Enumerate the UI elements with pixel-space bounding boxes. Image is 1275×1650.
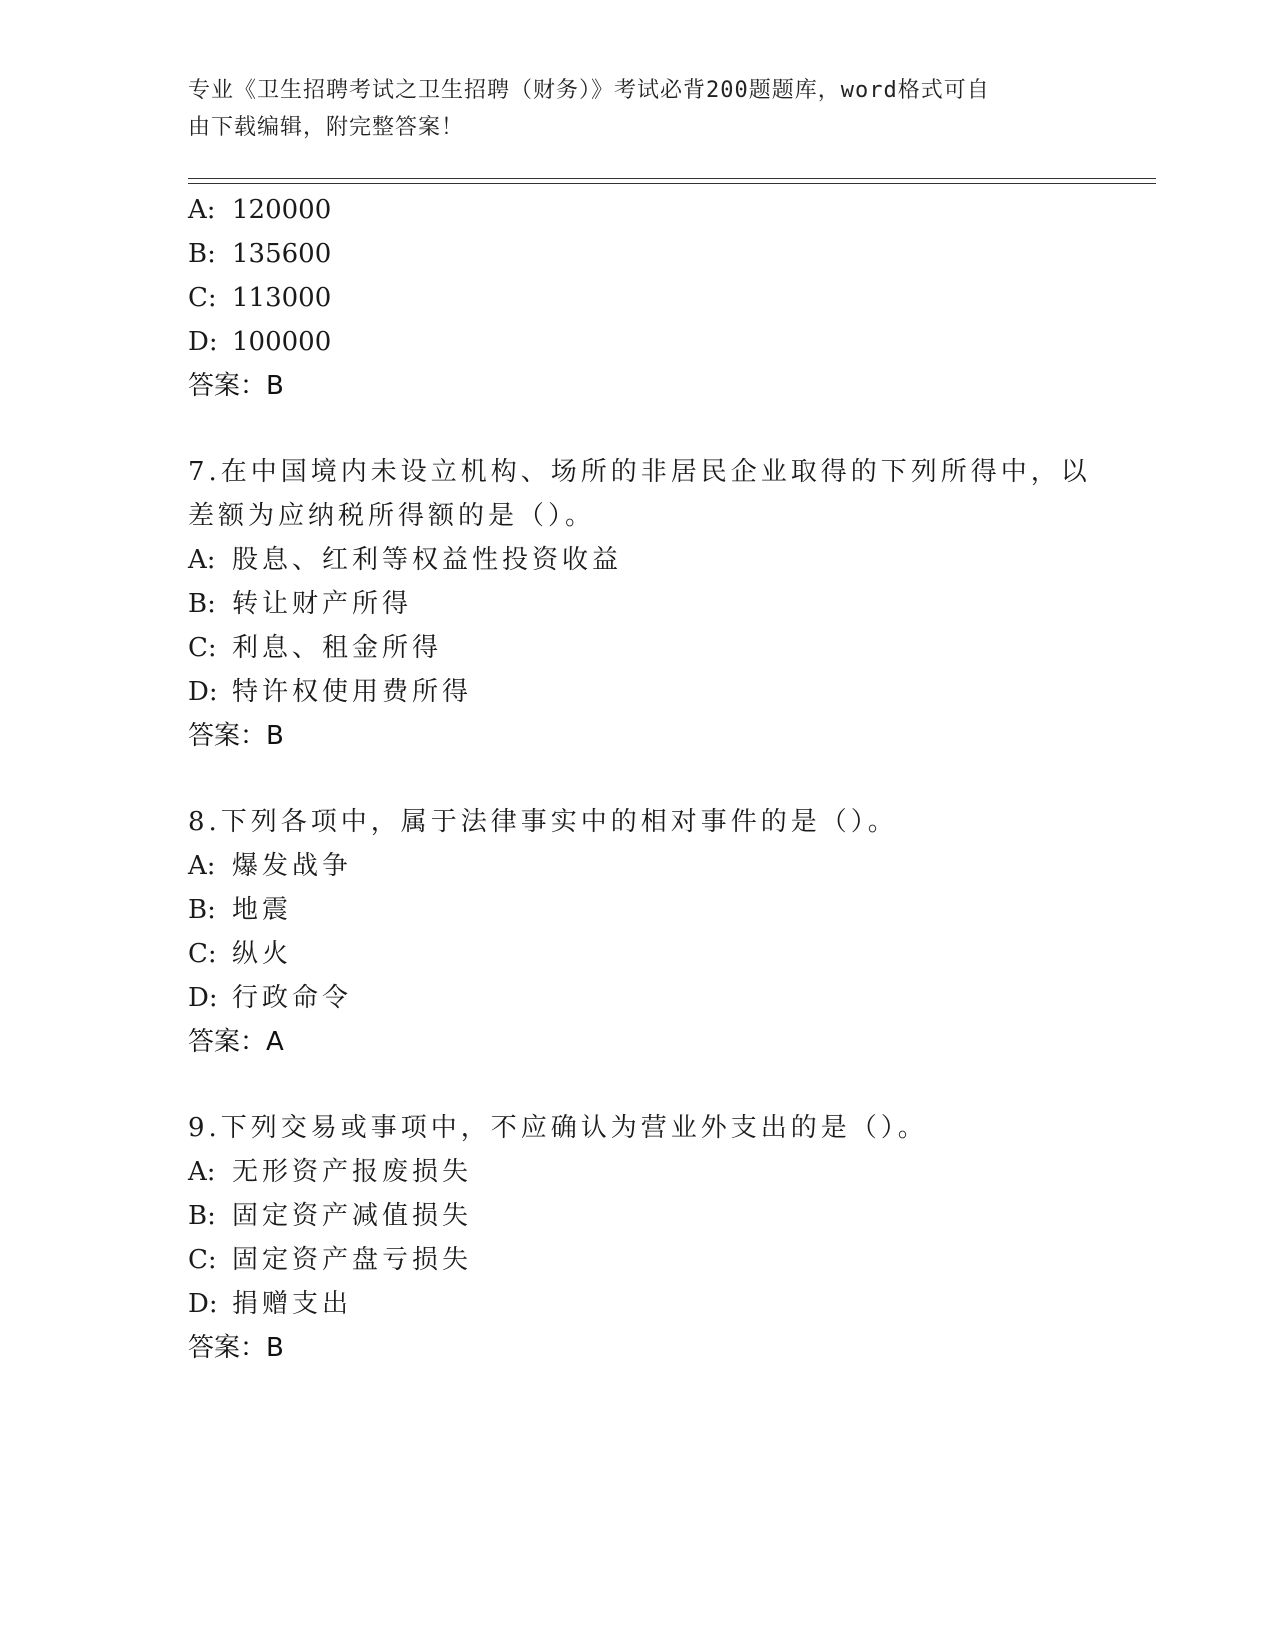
q9-option-a: A: 无形资产报废损失	[188, 1157, 473, 1187]
q9-option-b: B: 固定资产减值损失	[188, 1201, 473, 1231]
q9-stem: 9.下列交易或事项中，不应确认为营业外支出的是（）。	[188, 1113, 928, 1143]
prev-option-d: D: 100000	[188, 327, 332, 357]
prev-answer: 答案：B	[188, 371, 284, 401]
prev-option-b: B: 135600	[188, 239, 332, 269]
q8-answer: 答案：A	[188, 1027, 284, 1057]
q8-option-d: D: 行政命令	[188, 983, 353, 1013]
q7-option-a: A: 股息、红利等权益性投资收益	[188, 545, 623, 575]
q9-option-d: D: 捐赠支出	[188, 1289, 353, 1319]
q9-answer: 答案：B	[188, 1333, 284, 1363]
q7-stem-line-2: 差额为应纳税所得额的是（）。	[188, 501, 596, 531]
q9-option-c: C: 固定资产盘亏损失	[188, 1245, 473, 1275]
q7-option-c: C: 利息、租金所得	[188, 633, 443, 663]
q7-stem-line-1: 7.在中国境内未设立机构、场所的非居民企业取得的下列所得中，以	[188, 457, 1091, 487]
q8-stem: 8.下列各项中，属于法律事实中的相对事件的是（）。	[188, 807, 898, 837]
header-divider-top	[188, 178, 1156, 179]
q8-option-c: C: 纵火	[188, 939, 293, 969]
q8-option-a: A: 爆发战争	[188, 851, 353, 881]
q8-option-b: B: 地震	[188, 895, 293, 925]
prev-option-a: A: 120000	[188, 195, 332, 225]
document-header	[188, 72, 1068, 146]
q7-option-d: D: 特许权使用费所得	[188, 677, 473, 707]
q7-answer: 答案：B	[188, 721, 284, 751]
prev-option-c: C: 113000	[188, 283, 332, 313]
q7-option-b: B: 转让财产所得	[188, 589, 413, 619]
header-line-2: 由下载编辑，附完整答案！	[188, 115, 465, 140]
header-divider-bottom	[188, 183, 1156, 184]
header-line-1: 专业《卫生招聘考试之卫生招聘（财务）》考试必背200题题库，word格式可自	[188, 78, 990, 103]
